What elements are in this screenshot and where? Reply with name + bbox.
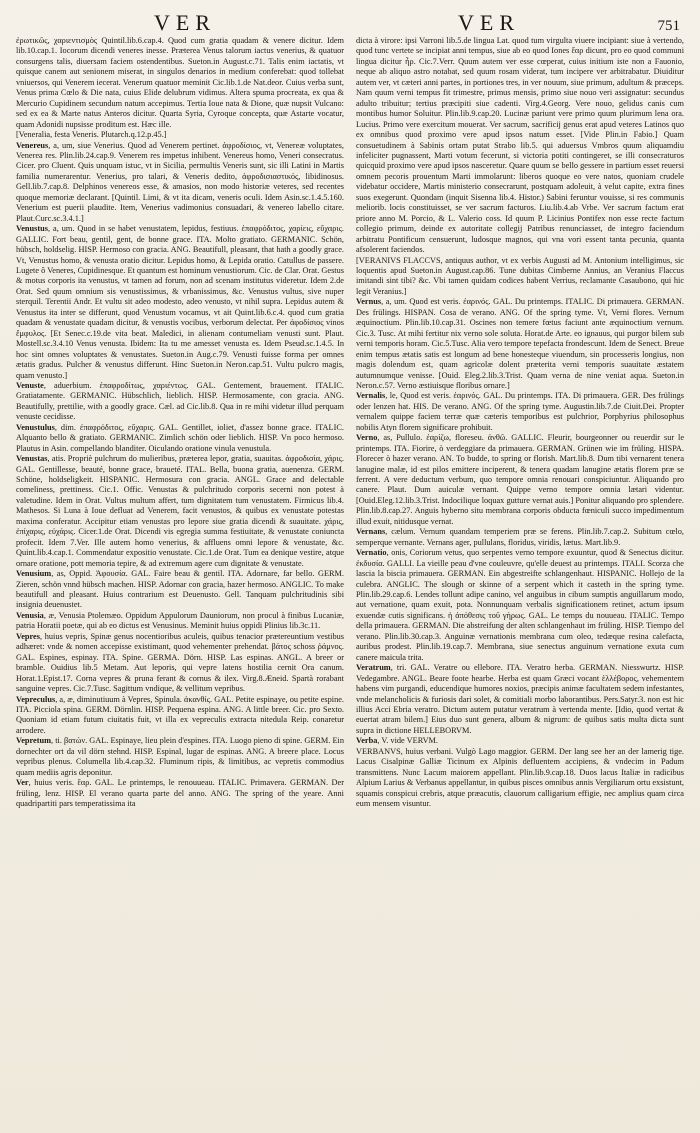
dictionary-entry: Veratrum, tri. GAL. Veratre ou ellebore. ITA. Veratro herba. GERMAN. Niesswurtz. HISP. Vedegambre. ANGL. Beare foote hearbe. Herba est quam Græci vocant ἑλλέβορος, vehementem habens vim purgandi, educendique humores noxios, præcipis animæ facultatem sedem infestantes, vnde melancholicis & furiosis dari solet, & comitiali morbo laborantibus. Pers.Satyr.3. non est hic illius Acci Ebria veratro. Dictum autem putatur veratrum à vertenda mente. [Idio, quod vertat & euertat atram bilem.] Eius duo sunt genera, album & nigrum: de quibus satis multa dicta sunt supra in dictione HELLEBORVM. <box>356 663 684 735</box>
entry-text: ἐρωτικῶς, χαριεντισμὸς Quintil.lib.6.cap.4. Quod cum gratia quadam & venere dicitur. Idem lib.10.cap.1. Iocorum dicendi veneres inesse. Præterea Venus talorum iactus venerius, & quatuor consurgens talis, diuersam faciem ostendentibus. Sueton.in August.c.71. Talis enim iactatis, vt quisque canem aut senionem miserat, in singulos denarios in medium conferebat: quod tollebat vniuersos, qui Venerem iecerat. Venerum quatuor meminit Cic.lib.1.de Nat.deor. Cuius verba sunt, Venus prima Cœlo & Die nata, cuius Elide delubrum vidimus. Altera spuma procreata, ex qua & Mercurio Cupidinem secundum natum accepimus. Tertia Ioue nata & Dione, quæ nupsit Vulcano: sed ex ea & Marte natus Anteros dicitur. Quarta Syria, Cyroque concepta, quæ Astarte vocatur, quam Adonidi nupsisse proditum est. Hæc ille. <box>16 36 344 129</box>
dictionary-entry: Vernans, cælum. Vernum quandam temperiem præ se ferens. Plin.lib.7.cap.2. Subitum cœlo, semperque vernante. Vernans ager, pullulans, floridus, viridis, lætus. Mart.lib.9. <box>356 527 684 547</box>
entry-text: a, um. Quod in se habet venustatem, lepidus, festiuus. ἐπαφρόδιτος, χαρίεις, εὔχαρις. GALLIC. Fort beau, gentil, gent, de bonne grace. ITA. Molto gratiato. GERMANIC. Schön, hübsch, holdselig. HISP. Hermoso con gracia. ANG. Beautifull, pleasant, that hath a goodly grace. Vt, Venustus homo, & venusta oratio dicitur. Lepidus homo, & Lepida oratio. Catullus de passere. Lugete ô Veneres, Cupidinesque. Et quantum est hominum venustiorum. Cic. de Clar. Orat. Gestus & motus corporis ita venustus, vt tamen ad forum, non ad scenam institutus videretur. Idem 2.de Orat. Sed quum omnium sis venustissimus, & vrbanissimus, &c. Venustus vultus, sive nuper sterquil. Terentii Andr. Et vultu sit adeo modesto, adeo venusto, vt nihil supra. Lepidus autem & Venustus ita inter se differunt, quod Venustum vocamus, vt ait Quint.lib.6.c.4. quod cum gratia quadam & venustate quadam dicitur, & venustis vocibus, verborum delectat. Per ἀφοδίσιος vinos ἔμφυλος. [Et Senec.c.19.de vita beat. Maledici, in alienam contumeliam venusti sunt. Plaut. Mostell.sc.3.4.10 Venus venusta. Ibidem: Ita tu me amesset venusta es. Idem Pseud.sc.1.4.5. In hoc sint omnes voluptates & venustates. Sueton.in Aug.c.79. Venusti fuisse forma per omnes ætatis gradus. Pulcher & venustus differunt. Hinc Sueton.in Neron.cap.51. Vultu pulcro magis, quam venusto.] <box>16 224 344 380</box>
entry-lemma: Veratrum <box>356 663 391 673</box>
dictionary-entry <box>356 36 684 256</box>
dictionary-entry: Venusium, as, Oppid. Ἀφουσία. GAL. Faire beau & gentil. ITA. Adornare, far bello. GERM. Zieren, schön vnnd hübsch machen. HISP. Adornar con gracia, hazer hermoso. ANGLIC. To make beautifull and pleasant. Huius contrarium est Deuenusto. Gell. Tanquam pulchritudinis sibi insignia deuenustet. <box>16 569 344 610</box>
page-number: 751 <box>657 18 680 34</box>
dictionary-entry: Vepreculus, a, æ, diminutiuum à Vepres, Spinula. ἀκανθίς. GAL. Petite espinaye, ou petite espine. ITA. Picciola spina. GERM. Dörnlin. HISP. Pequena espina. ANG. A little breer. Cic. pro Sexto. Quoniam id etiam futum ciuitatis fuit, vt illa ex vepreculis extracta nitedula Reip. conaretur arrodere. <box>16 694 344 735</box>
entry-text: VERBANVS, huius verbani. Vulgò Lago maggior. GERM. Der lang see her an der lamerig tige. Lacus Cisalpinæ Galliæ Ticinum ex Alpinis defluentem accipiens, & vndecim in Padum transmittens. Nunc Lacum maiorem appellant. Plin.lib.9.cap.18. Duos lacus Italiæ in radicibus Alpium Larius & Verbanus appellantur, in quibus pisces omnibus annis Vergiliarum ortu exsistunt, squamis conspicui crebris, atque præacutis, clauorum calligarium effigie, nec amplius quam circa eum mensem visuntur. <box>356 746 684 809</box>
entry-text: huius vepris, Spinæ genus nocentioribus aculeis, quibus tenacior prætereuntium vestibus adhæret: vnde & nomen accepisse existimant, quod vehementer prehendat. βάτος schoss ῥάμνος. GAL. Espines, espinay. ITA. Spine. GERMA. Dörn. HISP. Las espinas. ANGL. A breer or bramble. Ouidius lib.5 Metam. Aut leporis, qui vepre latens hostilia cernit Ora canum. Horat.1.Epist.17. Corna vepres & pruna ferant & cornus & ilex. Virg.8.Æneid. Spartà rorabant sanguine vepres. Cic.7.Tusc. Sagittum vndique, & vellitum vepribus. <box>16 631 344 694</box>
dictionary-entry <box>356 747 684 810</box>
dictionary-entry: Venusia, æ, Venusia Ptolemæo. Oppidum Appulorum Dauniorum, non procul à finibus Lucaniæ, patria Horatii poetæ, qui ab eo dictus est Venusinus. Meminit huius oppidi Plinius lib.3c.11. <box>16 610 344 631</box>
running-header <box>16 10 684 36</box>
entry-text: tri. GAL. Veratre ou ellebore. ITA. Veratro herba. GERMAN. Niesswurtz. HISP. Vedegambre. ANGL. Beare foote hearbe. Herba est quam Græci vocant ἑλλέβορος, vehementem habens vim purgandi, educendique humores noxios, præcipis animæ facultatem sedem infestantes, vnde melancholicis & furiosis dari solet, & comitiali morbo laborantibus. Pers.Satyr.3. non est hic illius Acci Ebria veratro. Dictum autem putatur veratrum à vertenda mente. [Idio, quod vertat & euertat atram bilem.] Eius duo sunt genera, album & nigrum: de quibus satis multa dicta sunt supra in dictione HELLEBORVM. <box>356 663 684 735</box>
entry-text: as, Pullulo. ἐαρίζω, floreseu. ἀνθῶ. GALLIC. Fleurir, bourgeonner ou reuerdir sur le printemps. ITA. Fiorire, ò verdeggiare da primauera. GERMAN. Grünen wie im früling. HISPA. Florecer ò hazer verano. AN. To budde, to spring or florish. Mart.lib.8. Dum tibi vernarent tenera lanugine malæ, id est pilos emittere inciperent, & tenera quadam lanugine ætatis florem præ se ferrent. A vere deductum verbum, quo tempore omnia renouari conspiciuntur. Aliquando pro canere. Plaut. Dum auiculæ vernant. Quippe verno tempore omnia lætari videntur. [Ouid.Eleg.12.lib.3.Trist. Indocilique loquax gutture vernat auis.] Ponitur aliquando pro splendere. Plin.lib.8.cap.27. Anguis hyberno situ membrana corporis obducta fœniculi succo impedimentum illud exuit, nitidusque vernat. <box>356 433 684 526</box>
entry-text: a, um. Quod est veris. ἐαρινός. GAL. Du printemps. ITALIC. Di primauera. GERMAN. Des frülings. HISPAN. Cosa de verano. ANG. Of the spring tyme. Vt, Verni flores. Vernum æquinoctium. Plin.lib.10.cap.31. Oscines non temere fœtus faciunt ante æquinoctium vernum. Cic.3. Tusc. At mihi fertitur nix verno sole soluta. Horat.de Arte. eo ignauus, qui purgor bilem sub verni temporis horam. Cic.5.Tusc. Alia vero tempore tepefacta frondescunt. Idem de Senect. Breue enim tempus ætatis satis est longum ad bene honesteque viuendum, sin processeris longius, non magis dolendum est, quam agricolæ dolent præterita verni temporis suauitate æstatem autumnumque venisse. [Ouid. Eleg.2.lib.3.Trist. Quam verna de nine veniat aqua. Sueton.in Neron.c.57. Verno æstiuisque floribus ornare.] <box>356 297 684 390</box>
entry-lemma: Vernans <box>356 527 386 537</box>
entry-lemma: Vepreculus <box>16 694 56 704</box>
entry-text: cælum. Vernum quandam temperiem præ se ferens. Plin.lib.7.cap.2. Subitum cœlo, semperque vernante. Vernans ager, pullulans, floridus, viridis, lætus. Mart.lib.9. <box>356 527 684 547</box>
dictionary-entry: Vepres, huius vepris, Spinæ genus nocentioribus aculeis, quibus tenacior prætereuntium vestibus adhæret: vnde & nomen accepisse existimant, quod vehementer prehendat. βάτος schoss ῥάμνος. GAL. Espines, espinay. ITA. Spine. GERMA. Dörn. HISP. Las espinas. ANGL. A breer or bramble. Ouidius lib.5 Metam. Aut leporis, qui vepre latens hostilia cernit Ora canum. Horat.1.Epist.17. Corna vepres & pruna ferant & cornus & ilex. Virg.8.Æneid. Spartà rorabant sanguine vepres. Cic.7.Tusc. Sagittum vndique, & vellitum vepribus. <box>16 631 344 694</box>
entry-text: le, Quod est veris. ἐαρινός. GAL. Du printemps. ITA. Di primauera. GER. Des frülings oder lenzen hat. HIS. De verano. ANG. Of the spring tyme. Augustin.lib.7.de Ciuit.Dei. Propter vernalem quippe faciem terræ quæ cæteris temporibus est pulchrior, Porphyrius philosophus nobilis Atyn florem significare prohibuit. <box>356 391 684 432</box>
dictionary-entry: Venustus, a, um. Quod in se habet venustatem, lepidus, festiuus. ἐπαφρόδιτος, χαρίεις, εὔχαρις. GALLIC. Fort beau, gentil, gent, de bonne grace. ITA. Molto gratiato. GERMANIC. Schön, hübsch, holdselig. HISP. Hermoso con gracia. ANG. Beautifull, pleasant, that hath a goodly grace. Vt, Venustus homo, & venusta oratio dicitur. Lepidus homo, & Lepida oratio. Catullus de passere. Lugete ô Veneres, Cupidinesque. Et quantum est hominum venustiorum. Cic. de Clar. Orat. Gestus & motus corporis ita venustus, vt tamen ad forum, non ad scenam institutus videretur. Idem 2.de Orat. Sed quum omnium sis venustissimus, & vrbanissimus, &c. Venustus vultus, sive nuper sterquil. Terentii Andr. Et vultu sit adeo modesto, adeo venusto, vt nihil supra. Lepidus autem & Venustus ita inter se differunt, quod Venustum vocamus, vt ait Quint.lib.6.c.4. quod cum gratia quadam & venustate quadam dicitur, & venustis vocibus, verborum delectat. Per ἀφοδίσιος vinos ἔμφυλος. [Et Senec.c.19.de vita beat. Maledici, in alienam contumeliam venusti sunt. Plaut. Mostell.sc.3.4.10 Venus venusta. Ibidem: Ita tu me amesset venusta es. Idem Pseud.sc.1.4.5. In hoc sint omnes voluptates & venustates. Sueton.in Aug.c.79. Venusti fuisse forma per omnes ætatis gradus. Pulcher & venustus differunt. Hinc Sueton.in Neron.cap.51. Vultu pulcro magis, quam venusto.] <box>16 224 344 380</box>
dictionary-entry: Verno, as, Pullulo. ἐαρίζω, floreseu. ἀνθῶ. GALLIC. Fleurir, bourgeonner ou reuerdir sur le printemps. ITA. Fiorire, ò verdeggiare da primauera. GERMAN. Grünen wie im früling. HISPA. Florecer ò hazer verano. AN. To budde, to spring or florish. Mart.lib.8. Dum tibi vernarent tenera lanugine malæ, id est pilos emittere inciperent, & tenera quadam lanugine ætatis florem præ se ferrent. A vere deductum verbum, quo tempore omnia renouari conspiciuntur. Aliquando pro canere. Plaut. Dum auiculæ vernant. Quippe verno tempore omnia lætari videntur. [Ouid.Eleg.12.lib.3.Trist. Indocilique loquax gutture vernat auis.] Ponitur aliquando pro splendere. Plin.lib.8.cap.27. Anguis hyberno situ membrana corporis obducta fœniculi succo impedimentum illud exuit, nitidusque vernat. <box>356 433 684 526</box>
dictionary-entry <box>356 256 684 298</box>
entry-text: atis. Propriè pulchrum do mulieribus, præterea lepor, gratia, suauitas. ἀφροδισία, χάρις. GAL. Gentillesse, beauté, bonne grace, braueté. ITAL. Bella, buona gratia, auenenza. GERM. Schöne, holdseligkeit. HISPANIC. Hermosura con gracia. ANGL. Grace and delectable comeliness, prettiness. Cic.1. Offic. Venustas & pulchritudo corporis secerni non potest à valetudine. Idem in Orat. Vultus multum affert, tum dignitatem tum venustatem. Firmicus lib.4. Mathesos. Si Luna à Ioue defluat ad Venerem, facit venustos, & quibus ex venustate potestas maxima conferatur. Accipitur etiam venustas pro lepore siue gratia dicendi & suauitate. χάρις, ἐπίχαρις, εὐχάρις. Cicer.1.de Orat. Dicendi vis egregia summa festiuitate, & venustate coniuncta profecit. Idem 7.Ver. Ille autem homo venerius, & affluens omni lepore & venustate, &c. Quint.lib.4.cap.1. Commendatur expositio venustate. Cic.1.de Orat. Tum ea denique vestire, atque ornare oratione, pott memoria tepire, & ad extremum agere cum dignitate & venustate. <box>16 454 344 568</box>
entry-lemma: Venereus <box>16 140 49 150</box>
dictionary-entry: Venereus, a, um, siue Venerius. Quod ad Venerem pertinet. ἀφροδίσιος, vt, Venereæ voluptates, Venerea res. Plin.lib.24.cap.9. Venerem res impetus inhibent. Venereus homo, Veneri consecratus. Cicer. pro Cluent. Quis unquam istuc, vt in Sicilia, permultis Veneris sunt, sic illi Latini in Martis familia numerarentur. Venerius, pro talari, & Veneris dedito, ἀφροδισιαστικός, libidinosus. Gell.lib.7.cap.8. Delphinos venereos esse, & amasios, non modo historiæ veteres, sed recentes quoque memoriæ declarant. [Quintil. Limi, & vt ita dicam, veneris oculi. Idem Asin.sc.1.4.5.160. Venerium est puerii plaudite. Item, Venerius vadimonius consuadari, & venereo labello citare. Plaut.Curc.sc.3.4.1.] <box>16 140 344 223</box>
right-column <box>356 36 684 1124</box>
entry-lemma: Venuste <box>16 380 44 390</box>
entry-text: dim. ἐπαφρόδιτος, εὔχαρις. GAL. Gentillet, ioliet, d'assez bonne grace. ITALIC. Alquanto bello & gratiato. GERMANIC. Zimlich schön oder lieblich. HISP. Vn poco hermoso. Plautus in Asin. compellando blanditer. Oiculando oratione vinula venustula. <box>16 422 344 453</box>
dictionary-entry: Vernus, a, um. Quod est veris. ἐαρινός. GAL. Du printemps. ITALIC. Di primauera. GERMAN. Des frülings. HISPAN. Cosa de verano. ANG. Of the spring tyme. Vt, Verni flores. Vernum æquinoctium. Plin.lib.10.cap.31. Oscines non temere fœtus faciunt ante æquinoctium vernum. Cic.3. Tusc. At mihi fertitur nix verno sole soluta. Horat.de Arte. eo ignauus, qui purgor bilem sub verni temporis horam. Cic.5.Tusc. Alia vero tempore tepefacta frondescunt. Idem de Senect. Breue enim tempus ætatis satis est longum ad bene honesteque viuendum, sin processeris longius, non magis dolendum est, quam agricolæ dolent præterita verni temporis suauitate æstatem autumnumque venisse. [Ouid. Eleg.2.lib.3.Trist. Quam verna de nine veniat aqua. Sueton.in Neron.c.57. Verno æstiuisque floribus ornare.] <box>356 297 684 390</box>
entry-text: aduerbium. ἐπαφροδίτως, χαριέντως. GAL. Gentement, brauement. ITALIC. Gratiatamente. GERMANIC. Hübschlich, lieblich. HISP. Hermosamente, con gracia. ANG. Beautifully, prettilie, with a goodly grace. Cæl. ad Cic.lib.8. Qua in re mihi videtur illud perquam venuste cecidisse. <box>16 380 344 422</box>
entry-lemma: Vernus <box>356 297 382 307</box>
entry-text: huius veris. ἔαρ. GAL. Le printemps, le renouueau. ITALIC. Primavera. GERMAN. Der früling, lenz. HISP. El verano quarta parte del anno. ANG. The spring of the yeare. Anni quadripartiti pars temperatissima ita <box>16 778 344 809</box>
entry-lemma: Verno <box>356 433 378 443</box>
dictionary-entry: Ver, huius veris. ἔαρ. GAL. Le printemps, le renouueau. ITALIC. Primavera. GERMAN. Der früling, lenz. HISP. El verano quarta parte del anno. ANG. The spring of the yeare. Anni quadripartiti pars temperatissima ita <box>16 778 344 809</box>
dictionary-entry <box>16 130 344 140</box>
dictionary-entry: Vepretum, ti. βατών. GAL. Espinaye, lieu plein d'espines. ITA. Luogo pieno di spine. GERM. Ein dornechter ort da vil dörn stehnd. HISP. Espinal, lugar de espinas. ANG. A breere place. Locus vepribus plenus. Columella lib.4.cap.32. Fluminum ripis, & limitibus, ac vepretis commodius quam mediis agris deponitur. <box>16 736 344 777</box>
entry-lemma: Vepretum <box>16 736 52 746</box>
entry-text: as, Oppid. Ἀφουσία. GAL. Faire beau & gentil. ITA. Adornare, far bello. GERM. Zieren, schön vnnd hübsch machen. HISP. Adornar con gracia, hazer hermoso. ANGLIC. To make beautifull and pleasant. Huius contrarium est Deuenusto. Gell. Tanquam pulchritudinis sibi insignia deuenustet. <box>16 569 344 610</box>
entry-lemma: Venusia <box>16 610 44 620</box>
entry-text: æ, Venusia Ptolemæo. Oppidum Appulorum Dauniorum, non procul à finibus Lucaniæ, patria Horatii poetæ, qui ab eo dictus est Venusinus. Meminit huius oppidi Plinius lib.3c.11. <box>16 610 344 631</box>
left-column <box>16 36 344 1124</box>
entry-lemma: Ver <box>16 778 29 788</box>
entry-text: [VERANIVS FLACCVS, antiquus author, vt ex verbis Augusti ad M. Antonium intelligimus, sic loquentis apud Sueton.in August.cap.86. Tune dubitas Cimberne Annius, an Veranius Flaccus imitandi sint tibi? &c. Vbi tamen quidam codices habent Verrius, reclamante Casaubono, qui hic legit Veranius.] <box>356 255 684 296</box>
entry-lemma: Vepres <box>16 631 40 641</box>
entry-lemma: Venustas <box>16 454 48 464</box>
right-headword: VER <box>458 10 520 35</box>
entry-text: onis, Coriorum vetus, quo serpentes verno tempore exuuntur, quod & Senectus dicitur. ἐκδυσία. GALLI. La vieille peau d'vne couleuvre, qu'elle deuest au printemps. ITALI. Scorza che lascia la biscia primauera. GERMAN. Ein abgestreifte schlangenhaut. HISPANIC. Hollejo de la culebra. ANGLIC. The slough or skinne of a serpent which it casteth in the spring tyme. Plin.lib.29.cap.6. Lendes tollunt adipe canino, vel anguibus in cibum sumptis anguillarum modo, aut vernatione, quam exuit, pota. Nonnunquam verbalis significationem retinet, actum ipsum exuendæ cutis significans. ἡ ἀπόθεσις τοῦ γήρως. GAL. Le temps du nouueau. ITALIC. Tempo della primauera. GERMAN. Die abstreifung der alten schlangenhaut im früling. HISP. Tiempo del verano. Plin.lib.30.cap.3. Anguinæ vernationis membrana cum oleo, tedæque resina calefacta, auribus prodest. Plin.lib.19.cap.7. Membrana, siue senectus anguinum vernatione exuta cum canere maicula trita. <box>356 548 684 662</box>
dictionary-entry <box>16 36 344 130</box>
entry-text: dicta à virore: ipsi Varroni lib.5.de lingua Lat. quod tum virgulta viuere incipiant: siue à vertendo, quod tunc vertete se incipiat anni tempus, siue ab eo quod Iones ἔαρ dicunt, pro eo quod communi lingua dicitur ἦρ. Cic.7.Verr. Quum autem ver esse cœperat, cuius initium iste non a Fauonio, neque ab aliquo astro notabat, sed quum rosam viderat, tum incipere ver arbitrabatur. Diuiditur autem ver, vt cæteri anni partes, in portiones tres, in ver nouum, siue primum, adultum & præceps. Nam quum verni tempus fit trimestre, primus mensis, primo siue nouo veri assignatur: secundus adulto tribuitur; tertius præcipiti siue cadenti. Virg.4.Georg. Vere nouo, gelidus canis cum montibus humor Soluitur. Plin.lib.9.cap.20. Lucinæ pariunt vere primo quum plurimum lena ora. Lucius. Primo vere exercitum mouerat. Ver sacrum, sacrificij genus erat apud veteres Latinos quo ex omnibus quod proximo vere apud ipsos natum esset. [Vide Plin.in Fabio.] Quam consuetudinem à Sabinis ortam putat Strabo lib.5. qui aduersus Vmbros quum aliquamdiu infeliciter pugnassent, Marti votum fecerunt, si victoria potiti contingeret, se illi consecraturos quicquid proximo vere apud ipsos nasceretur. Quare quum se bello gessere in partium esset reuersi omnem pecoris prouentum Marti immolarunt: liberos quoque eo vere natos, quoniam crudele videbatur occidere, Martis ministerio consecrarunt, postquam adoleuit, à velut capite, extra fines suos exegerunt. Quondam (inquit Sisenna lib.4. Histor.) Sabini feruntur vouisse, si res communis meliorib. locis constituisset, se ver sacrum facturos. Liu.lib.4.ab Vrbe. Ver sacrum factum erat priore anno M. Porcio, & L. Valerio coss. Id quum P. Licinius Pontifex non esse recte factum collegio primum, deinde ex autoritate collegij Patribus renunciasset, de integro faciendum arbitratu Pontificum censuerunt, ludosque magnos, qui vna vori essent tanta pecunia, quanta afsolerent faciendos. <box>356 36 684 255</box>
dictionary-entry: Vernalis, le, Quod est veris. ἐαρινός. GAL. Du printemps. ITA. Di primauera. GER. Des frülings oder lenzen hat. HIS. De verano. ANG. Of the spring tyme. Augustin.lib.7.de Ciuit.Dei. Propter vernalem quippe faciem terræ quæ cæteris temporibus est pulchrior, Porphyrius philosophus nobilis Atyn florem significare prohibuit. <box>356 391 684 432</box>
dictionary-entry: Venustulus, dim. ἐπαφρόδιτος, εὔχαρις. GAL. Gentillet, ioliet, d'assez bonne grace. ITALIC. Alquanto bello & gratiato. GERMANIC. Zimlich schön oder lieblich. HISP. Vn poco hermoso. Plautus in Asin. compellando blanditer. Oiculando oratione vinula venustula. <box>16 422 344 453</box>
entry-text: [Veneralia, festa Veneris. Plutarch.q.12.p.45.] <box>16 130 167 140</box>
dictionary-entry: Venuste, aduerbium. ἐπαφροδίτως, χαριέντως. GAL. Gentement, brauement. ITALIC. Gratiatamente. GERMANIC. Hübschlich, lieblich. HISP. Hermosamente, con gracia. ANG. Beautifully, prettilie, with a goodly grace. Cæl. ad Cic.lib.8. Qua in re mihi videtur illud perquam venuste cecidisse. <box>16 380 344 422</box>
entry-text: a, æ, diminutiuum à Vepres, Spinula. ἀκανθίς. GAL. Petite espinaye, ou petite espine. ITA. Picciola spina. GERM. Dörnlin. HISP. Pequena espina. ANG. A little breer. Cic. pro Sexto. Quoniam id etiam futum ciuitatis fuit, vt illa ex vepreculis extracta nitedula Reip. conaretur arrodere. <box>16 694 344 735</box>
entry-lemma: Vernatio <box>356 548 387 558</box>
entry-lemma: Venustus <box>16 224 48 234</box>
entry-lemma: Vernalis <box>356 391 386 401</box>
dictionary-entry: Verba, V. vide VERVM. <box>356 736 439 746</box>
entry-lemma: Venustulus <box>16 422 55 432</box>
dictionary-entry: Vernatio, onis, Coriorum vetus, quo serpentes verno tempore exuuntur, quod & Senectus dicitur. ἐκδυσία. GALLI. La vieille peau d'vne couleuvre, qu'elle deuest au printemps. ITALI. Scorza che lascia la biscia primauera. GERMAN. Ein abgestreifte schlangenhaut. HISPANIC. Hollejo de la culebra. ANGLIC. The slough or skinne of a serpent which it casteth in the spring tyme. Plin.lib.29.cap.6. Lendes tollunt adipe canino, vel anguibus in cibum sumptis anguillarum modo, aut vernatione, quam exuit, pota. Nonnunquam verbalis significationem retinet, actum ipsum exuendæ cutis significans. ἡ ἀπόθεσις τοῦ γήρως. GAL. Le temps du nouueau. ITALIC. Tempo della primauera. GERMAN. Die abstreifung der alten schlangenhaut im früling. HISP. Tiempo del verano. Plin.lib.30.cap.3. Anguinæ vernationis membrana cum oleo, tedæque resina calefacta, auribus prodest. Plin.lib.19.cap.7. Membrana, siue senectus anguinum vernatione exuta cum canere maicula trita. <box>356 548 684 662</box>
entry-lemma: Verba <box>356 736 378 746</box>
entry-text: a, um, siue Venerius. Quod ad Venerem pertinet. ἀφροδίσιος, vt, Venereæ voluptates, Venerea res. Plin.lib.24.cap.9. Venerem res impetus inhibent. Venereus homo, Veneri consecratus. Cicer. pro Cluent. Quis unquam istuc, vt in Sicilia, permultis Veneris sunt, sic illi Latini in Martis familia numerarentur. Venerius, pro talari, & Veneris dedito, ἀφροδισιαστικός, libidinosus. Gell.lib.7.cap.8. Delphinos venereos esse, & amasios, non modo historiæ veteres, sed recentes quoque memoriæ declarant. [Quintil. Limi, & vt ita dicam, veneris oculi. Idem Asin.sc.1.4.5.160. Venerium est puerii plaudite. Item, Venerius vadimonius consuadari, & venereo labello citare. Plaut.Curc.sc.3.4.1.] <box>16 140 344 223</box>
two-column-body <box>16 36 684 1124</box>
entry-lemma: Venusium <box>16 569 52 579</box>
entry-text: ti. βατών. GAL. Espinaye, lieu plein d'espines. ITA. Luogo pieno di spine. GERM. Ein dornechter ort da vil dörn stehnd. HISP. Espinal, lugar de espinas. ANG. A breere place. Locus vepribus plenus. Columella lib.4.cap.32. Fluminum ripis, & limitibus, ac vepretis commodius quam mediis agris deponitur. <box>16 736 344 777</box>
left-headword: VER <box>154 10 216 35</box>
dictionary-entry: Venustas, atis. Propriè pulchrum do mulieribus, præterea lepor, gratia, suauitas. ἀφροδισία, χάρις. GAL. Gentillesse, beauté, bonne grace, braueté. ITAL. Bella, buona gratia, auenenza. GERM. Schöne, holdseligkeit. HISPANIC. Hermosura con gracia. ANGL. Grace and delectable comeliness, prettiness. Cic.1. Offic. Venustas & pulchritudo corporis secerni non potest à valetudine. Idem in Orat. Vultus multum affert, tum dignitatem tum venustatem. Firmicus lib.4. Mathesos. Si Luna à Ioue defluat ad Venerem, facit venustos, & quibus ex venustate potestas maxima conferatur. Accipitur etiam venustas pro lepore siue gratia dicendi & suauitate. χάρις, ἐπίχαρις, εὐχάρις. Cicer.1.de Orat. Dicendi vis egregia summa festiuitate, & venustate coniuncta profecit. Idem 7.Ver. Ille autem homo venerius, & affluens omni lepore & venustate, &c. Quint.lib.4.cap.1. Commendatur expositio venustate. Cic.1.de Orat. Tum ea denique vestire, atque ornare oratione, pott memoria tepire, & ad extremum agere cum dignitate & venustate. <box>16 454 344 568</box>
entry-text: V. vide VERVM. <box>381 736 439 746</box>
